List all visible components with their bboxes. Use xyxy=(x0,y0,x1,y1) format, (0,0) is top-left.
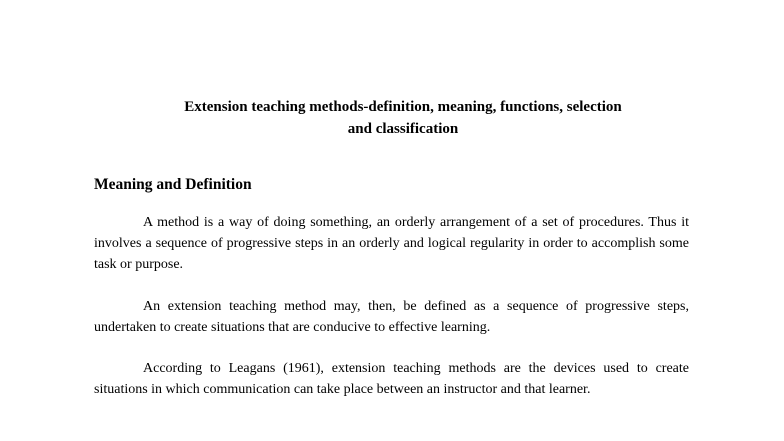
paragraph-extension-teaching-method: An extension teaching method may, then, be defined as a sequence of progressive steps, undertaken to create situations that are conducive to effective learning. xyxy=(94,299,689,335)
paragraph-method-definition: A method is a way of doing something, an orderly arrangement of a set of procedures. Thus it involves a sequence of progressive steps in an orderly and logical regularity in order to accomplish some task or purpose. xyxy=(94,215,689,272)
paragraph-leagans-definition: According to Leagans (1961), extension teaching methods are the devices used to create situations in which communication can take place between an instructor and that learner. xyxy=(94,361,689,397)
section-heading: Meaning and Definition xyxy=(94,176,252,193)
document-title-line-2: and classification xyxy=(347,121,459,137)
document-title-line-1: Extension teaching methods-definition, meaning, functions, selection xyxy=(184,99,622,115)
document-title xyxy=(94,96,712,140)
